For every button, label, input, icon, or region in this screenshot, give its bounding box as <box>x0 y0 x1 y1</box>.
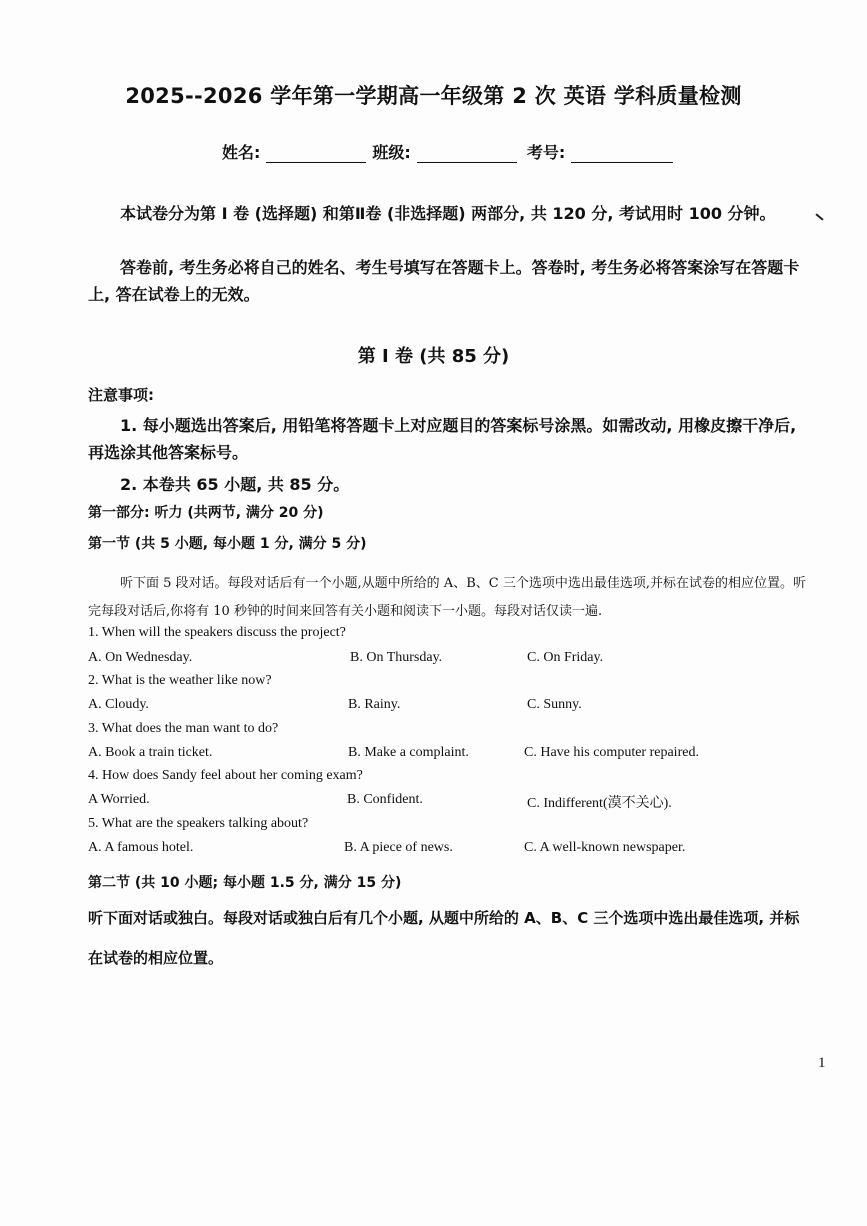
subsection1-instructions: 听下面 5 段对话。每段对话后有一个小题,从题中所给的 A、B、C 三个选项中选出最佳选项,并标在试卷的相应位置。听完每段对话后,你将有 10 秒钟的时间来回答有关小题和阅读下一小题。每段对话仅读一遍. <box>88 576 806 619</box>
exam-title: 2025--2026 学年第一学期高一年级第 2 次 英语 学科质量检测 <box>125 84 742 108</box>
class-blank <box>417 146 517 163</box>
question-1: 1. When will the speakers discuss the project? <box>88 625 346 640</box>
question-3-option-b: B. Make a complaint. <box>348 745 469 760</box>
number-label: 考号: <box>526 143 566 162</box>
question-1-option-a: A. On Wednesday. <box>88 650 193 665</box>
student-info-fields <box>222 140 679 163</box>
question-4-option-b: B. Confident. <box>347 792 423 807</box>
question-2-option-a: A. Cloudy. <box>88 697 149 712</box>
question-5-option-b: B. A piece of news. <box>344 840 453 855</box>
notes-item-2: 2. 本卷共 65 小题, 共 85 分。 <box>120 475 350 494</box>
question-3-option-a: A. Book a train ticket. <box>88 745 213 760</box>
question-5-option-a: A. A famous hotel. <box>88 840 194 855</box>
subsection2-instructions: 听下面对话或独白。每段对话或独白后有几个小题, 从题中所给的 A、B、C 三个选项中选出最佳选项, 并标在试卷的相应位置。 <box>88 909 800 967</box>
notes-item-1: 1. 每小题选出答案后, 用铅笔将答题卡上对应题目的答案标号涂黑。如需改动, 用橡皮擦干净后, 再选涂其他答案标号。 <box>88 416 797 462</box>
question-1-option-c: C. On Friday. <box>527 650 604 665</box>
question-1-option-b: B. On Thursday. <box>350 650 443 665</box>
subsection1-heading: 第一节 (共 5 小题, 每小题 1 分, 满分 5 分) <box>88 536 367 552</box>
question-5-option-c: C. A well-known newspaper. <box>524 840 686 855</box>
question-3: 3. What does the man want to do? <box>88 721 279 736</box>
name-label: 姓名: <box>222 143 261 162</box>
notes-heading: 注意事项: <box>88 386 154 404</box>
subsection2-heading: 第二节 (共 10 小题; 每小题 1.5 分, 满分 15 分) <box>88 875 402 891</box>
scan-mark <box>815 213 823 220</box>
question-2-option-c: C. Sunny. <box>527 697 582 712</box>
section1-heading: 第一部分: 听力 (共两节, 满分 20 分) <box>88 505 324 521</box>
question-4-option-a: A Worried. <box>88 792 150 807</box>
class-label: 班级: <box>372 143 411 162</box>
page-number: 1 <box>818 1055 826 1071</box>
question-2-option-b: B. Rainy. <box>348 697 401 712</box>
question-3-option-c: C. Have his computer repaired. <box>524 745 699 760</box>
question-4: 4. How does Sandy feel about her coming exam? <box>88 768 363 783</box>
name-blank <box>266 146 366 163</box>
number-blank <box>571 146 673 163</box>
question-2: 2. What is the weather like now? <box>88 673 272 688</box>
question-5: 5. What are the speakers talking about? <box>88 816 309 831</box>
intro-paragraph-1: 本试卷分为第 I 卷 (选择题) 和第Ⅱ卷 (非选择题) 两部分, 共 120 分, 考试用时 100 分钟。 <box>120 204 776 223</box>
question-4-option-c: C. Indifferent(漠不关心). <box>527 796 672 811</box>
intro-paragraph-2: 答卷前, 考生务必将自己的姓名、考生号填写在答题卡上。答卷时, 考生务必将答案涂写在答题卡上, 答在试卷上的无效。 <box>88 258 800 304</box>
part1-heading: 第 I 卷 (共 85 分) <box>357 346 510 367</box>
